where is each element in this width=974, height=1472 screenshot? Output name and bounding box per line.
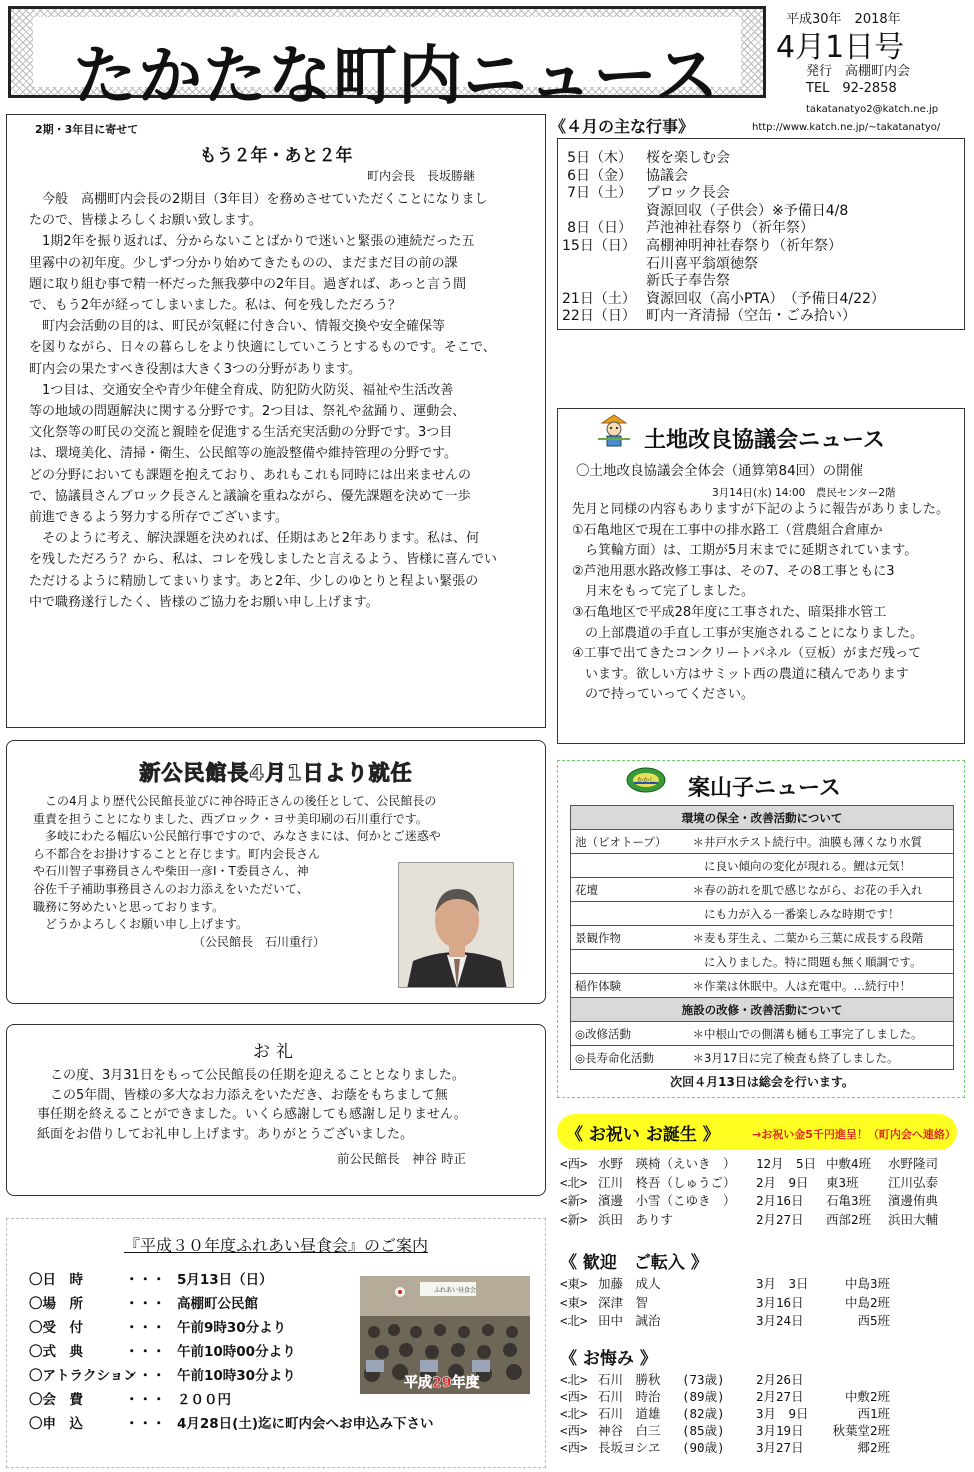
website-url[interactable]: http://www.katch.ne.jp/~takatanatyo/ — [752, 122, 941, 133]
event-date: 7日（土） — [567, 185, 632, 202]
lunch-label: 〇場 所 — [29, 1296, 83, 1312]
kakashi-detail: ＊麦も芽生え、二葉から三葉に成長する段階 — [689, 926, 954, 950]
event-date: 5日（木） — [567, 150, 632, 166]
welcome-date: 3月16日 — [756, 1294, 804, 1310]
new-chief-line: 職務に努めたいと思っております。 — [33, 899, 225, 914]
thanks-signature: 前公民館長 神谷 時正 — [337, 1151, 466, 1166]
lunch-dots: ・・・ — [125, 1416, 166, 1432]
portrait-photo — [398, 862, 514, 988]
welcome-date: 3月24日 — [756, 1313, 804, 1328]
land-line: 月末をもって完了しました。 — [572, 584, 755, 600]
condolence-group: 西1班 — [857, 1406, 890, 1421]
lunch-dots: ・・・ — [125, 1368, 166, 1384]
birth-parent: 水野隆司 — [888, 1156, 939, 1171]
condolence-age: (82歳) — [682, 1406, 725, 1421]
event-name: 町内一斉清掃（空缶・ごみ拾い） — [646, 308, 856, 325]
birth-name: 江川 柊吾（しゅうご） — [598, 1174, 736, 1190]
greeting-line: そのように考え、解決課題を決めれば、任期はあと2年あります。私は、何 — [29, 531, 480, 547]
lunch-value: 4月28日(土)迄に町内会へお申込み下さい — [177, 1416, 434, 1432]
birth-parent: 江川弘泰 — [888, 1174, 939, 1190]
kakashi-row — [571, 854, 954, 878]
kakashi-row — [571, 902, 954, 926]
lunch-dots: ・・・ — [125, 1296, 166, 1312]
kakashi-row — [571, 950, 954, 974]
kakashi-section-header: 環境の保全・改善活動について — [571, 806, 954, 830]
publisher: 発行 高棚町内会 — [806, 64, 911, 79]
condolence-age: (90歳) — [682, 1440, 725, 1455]
lunch-photo-banner: ふれあい昼食会 — [434, 1287, 477, 1294]
condolence-name: 石川 道雄 — [598, 1406, 661, 1421]
birth-date: 2月16日 — [756, 1193, 804, 1208]
birth-name: 水野 瑛椅（えいき ） — [598, 1156, 736, 1171]
greeting-line: 1つ目は、交通安全や青少年健全育成、防犯防火防災、福祉や生活改善 — [29, 382, 454, 398]
new-chief-line: や石川智子事務員さんや柴田一彦I・T委員さん、神 — [33, 864, 309, 879]
lunch-dots: ・・・ — [125, 1344, 166, 1360]
condolence-block: <西> — [560, 1440, 588, 1455]
birth-parent: 浜田大輔 — [888, 1211, 939, 1227]
event-name: 芦池神社春祭り（祈年祭） — [646, 220, 814, 237]
greeting-line: ただけるように精励してまいります。あと2年、少しのゆとりと程よい緊張の — [29, 573, 479, 589]
land-line: います。欲しい方はサミット西の農道に積んであります — [572, 666, 909, 682]
greeting-line: で、協議員さんブロック長さんと議論を重ねながら、優先課題を決めて一歩 — [29, 488, 471, 504]
newsletter-title: たかたな町内ニュース — [73, 40, 720, 114]
condolence-name: 神谷 白三 — [598, 1423, 661, 1438]
birth-title: 《 お祝い お誕生 》 — [566, 1125, 720, 1145]
condolence-date: 2月27日 — [756, 1389, 804, 1404]
condolence-age: (73歳) — [682, 1372, 725, 1387]
lunch-dots: ・・・ — [125, 1320, 166, 1336]
scarecrow-mascot-icon — [596, 413, 632, 449]
event-name: 石川喜平翁頌徳祭 — [646, 255, 758, 272]
land-line: ③石亀地区で平成28年度に工事された、暗渠排水管工 — [572, 605, 887, 620]
lunch-title: 『平成３０年度ふれあい昼食会』のご案内 — [123, 1236, 428, 1255]
thanks-article — [6, 1024, 546, 1196]
kakashi-detail: に入りました。特に問題も無く順調です。 — [689, 950, 954, 974]
land-line: ①石亀地区で現在工事中の排水路工（営農組合倉庫か — [572, 522, 883, 538]
greeting-article — [6, 114, 546, 728]
new-chief-line: 重責を担うことになりました、西ブロック・ヨサ美印刷の石川重行です。 — [33, 811, 428, 826]
birth-block: <新> — [560, 1211, 588, 1227]
lunch-value: ２００円 — [177, 1392, 231, 1408]
lunch-dots: ・・・ — [125, 1392, 166, 1408]
event-name: 資源回収（子供会）※予備日4/8 — [646, 202, 849, 219]
land-improvement-box — [557, 408, 965, 744]
greeting-line: は、環境美化、清掃・衛生、公民館等の施設整備や維持管理の分野です。 — [29, 446, 457, 462]
condolence-block: <西> — [560, 1423, 588, 1438]
lunch-value: 午前10時30分より — [177, 1368, 296, 1384]
welcome-group: 中島2班 — [844, 1294, 890, 1310]
kakashi-detail: ＊春の訪れを肌で感じながら、お花の手入れ — [689, 878, 954, 902]
condolence-group: 中敷2班 — [844, 1389, 890, 1404]
greeting-line: 題に取り組む事で精一杯だった無我夢中の2年目。過ぎれば、あっと言う間 — [29, 276, 467, 292]
greeting-line: 文化祭等の町民の交流と親睦を促進する生活充実活動の分野です。3つ目 — [29, 425, 453, 441]
birth-group: 石亀3班 — [826, 1193, 872, 1208]
land-line: ②芦池用悪水路改修工事は、その7、その8工事ともに3 — [572, 563, 895, 579]
greeting-line: 里霧中の初年度。少しずつ分かり始めてきたものの、まだまだ目の前の課 — [29, 255, 458, 271]
new-chief-line: 多岐にわたる幅広い公民館行事ですので、みなさまには、何かとご迷惑や — [33, 829, 441, 844]
event-name: ブロック長会 — [646, 185, 730, 202]
kakashi-row — [571, 1022, 954, 1046]
phone-number: TEL 92-2858 — [806, 81, 897, 96]
welcome-block: <東> — [560, 1294, 588, 1310]
birth-block: <北> — [560, 1174, 588, 1190]
event-name: 高棚神明神社春祭り（祈年祭） — [646, 238, 842, 254]
welcome-name: 加藤 成人 — [598, 1276, 661, 1291]
welcome-block: <東> — [560, 1276, 588, 1291]
kakashi-row — [571, 926, 954, 950]
greeting-line: を図りながら、日々の暮らしをより快適にしていこうとするものです。そこで、 — [29, 340, 496, 356]
event-date: 6日（金） — [567, 167, 632, 184]
kakashi-section-header: 施設の改修・改善活動について — [571, 998, 954, 1022]
condolence-block: <西> — [560, 1389, 588, 1404]
greeting-line: 前進できるよう努力する所存でございます。 — [29, 510, 288, 525]
email-address[interactable]: takatanatyo2@katch.ne.jp — [806, 104, 939, 115]
event-date: 21日（土） — [562, 290, 636, 307]
kakashi-table — [570, 805, 954, 1094]
events-title: 《４月の主な行事》 — [550, 117, 695, 136]
kakashi-logo-text: かかし — [636, 777, 655, 784]
birth-name: 濱邊 小雪（こゆき ） — [598, 1193, 736, 1208]
masthead-banner — [8, 6, 766, 114]
lunch-dots: ・・・ — [125, 1272, 166, 1288]
event-name: 新氏子奉告祭 — [646, 273, 730, 290]
land-line: ら箕輪方面）は、工期が5月末までに延期されています。 — [572, 543, 918, 559]
kakashi-category: 稲作体験 — [571, 974, 689, 998]
new-chief-line: ら不都合をお掛けすることと存じます。町内会長さん — [33, 846, 321, 861]
thanks-line: 紙面をお借りしてお礼申し上げます。ありがとうございました。 — [37, 1126, 413, 1142]
kakashi-footer-row — [571, 1070, 954, 1094]
greeting-line: 町内会活動の目的は、町民が気軽に付き合い、情報交換や安全確保等 — [29, 319, 446, 335]
thanks-title: お礼 — [253, 1042, 299, 1062]
event-date: 22日（日） — [562, 308, 636, 325]
lunch-label: 〇日 時 — [29, 1272, 83, 1288]
lunch-photo-caption: 平成29年度 — [404, 1375, 480, 1391]
condolence-title: 《 お悔み 》 — [560, 1349, 657, 1369]
condolence-name: 石川 時治 — [598, 1389, 661, 1404]
lunch-value: 5月13日（日） — [177, 1272, 273, 1288]
land-title: 土地改良協議会ニュース — [644, 428, 885, 453]
kakashi-row — [571, 830, 954, 854]
new-chief-line: どうかよろしくお願い申し上げます。 — [33, 917, 249, 932]
birth-name: 浜田 ありす — [598, 1211, 674, 1227]
issue-era: 平成30年 2018年 — [786, 12, 901, 27]
birth-date: 12月 5日 — [756, 1156, 817, 1171]
condolence-date: 3月19日 — [756, 1423, 804, 1438]
lunch-value: 午前10時00分より — [177, 1344, 296, 1360]
welcome-date: 3月 3日 — [756, 1276, 809, 1291]
land-line: ④工事で出てきたコンクリートパネル（豆板）がまだ残って — [572, 646, 922, 662]
condolence-block: <北> — [560, 1372, 588, 1387]
greeting-title: もう２年・あと２年 — [199, 146, 353, 166]
birth-block: <西> — [560, 1156, 588, 1171]
thanks-line: この度、3月31日をもって公民館長の任期を迎えることとなりました。 — [37, 1068, 465, 1083]
condolence-group: 郷2班 — [857, 1440, 890, 1455]
greeting-author: 町内会長 長坂勝継 — [367, 169, 476, 183]
land-subtitle: 〇土地改良協議会全体会（通算第84回）の開催 — [576, 463, 864, 479]
event-date: 15日（日） — [562, 238, 636, 254]
kakashi-category: ◎改修活動 — [571, 1022, 689, 1046]
greeting-line: 今般 高棚町内会長の2期目（3年目）を務めさせていただくことになりまし — [29, 192, 488, 207]
greeting-line: を残しただろう？から、私は、コレを残しましたと言えるよう、皆様に喜んでい — [29, 552, 498, 568]
new-chief-title: 新公民館長4月1日より就任 — [139, 761, 413, 785]
lunch-label: 〇会 費 — [29, 1392, 83, 1408]
event-name: 資源回収（高小PTA） （予備日4/22） — [646, 290, 885, 307]
condolence-age: (89歳) — [682, 1389, 725, 1404]
condolence-name: 石川 勝秋 — [598, 1372, 661, 1387]
birth-parent: 濱邊侑典 — [888, 1193, 939, 1208]
kakashi-detail: ＊作業は休眠中。人は充電中。…続行中！ — [689, 974, 954, 998]
thanks-line: 事任期を終えることができました。いくら感謝しても感謝し足りません。 — [37, 1107, 467, 1122]
event-date: 8日（日） — [567, 220, 632, 237]
kakashi-category: 池（ビオトープ） — [571, 830, 689, 854]
condolence-name: 長坂ヨシヱ — [598, 1440, 661, 1455]
lunch-label: 〇アトラクション — [29, 1368, 137, 1384]
event-name: 協議会 — [646, 167, 688, 184]
welcome-title: 《 歓迎 ご転入 》 — [560, 1253, 708, 1273]
greeting-line: どの分野においても課題を抱えており、あれもこれも同時には出来ませんの — [29, 467, 472, 483]
birth-group: 中敷4班 — [826, 1156, 872, 1171]
new-chief-signature: （公民館長 石川重行） — [193, 935, 326, 949]
condolence-block: <北> — [560, 1406, 588, 1421]
welcome-name: 深津 智 — [598, 1294, 649, 1310]
birth-block: <新> — [560, 1193, 588, 1208]
birth-group: 西部2班 — [826, 1211, 872, 1227]
event-name: 桜を楽しむ会 — [646, 150, 730, 166]
greeting-kicker: 2期・3年目に寄せて — [35, 123, 139, 136]
kakashi-footer: 次回４月13日は総会を行います。 — [670, 1075, 854, 1090]
birth-group: 東3班 — [826, 1174, 859, 1190]
kakashi-news-box — [557, 760, 965, 1098]
kakashi-detail: ＊3月17日に完了検査も終了しました。 — [689, 1046, 954, 1070]
condolence-date: 3月 9日 — [756, 1406, 809, 1421]
condolence-group: 秋葉堂2班 — [832, 1423, 890, 1438]
lunch-label: 〇申 込 — [29, 1416, 83, 1432]
thanks-line: この5年間、皆様の多大なお力添えをいただき、お蔭をもちまして無 — [37, 1087, 448, 1103]
events-box — [557, 138, 965, 330]
land-line: の上部農道の手直し工事が実施されることになりました。 — [572, 625, 924, 641]
welcome-group: 中島3班 — [844, 1276, 890, 1291]
greeting-line: 中で職務遂行したく、皆様のご協力をお願い申し上げます。 — [29, 594, 379, 610]
kakashi-section-row — [571, 998, 954, 1022]
kakashi-detail: にも力が入る一番楽しみな時期です！ — [689, 902, 954, 926]
kakashi-section-row — [571, 806, 954, 830]
greeting-line: 等の地域の問題解決に関する分野です。2つ目は、祭礼や盆踊り、運動会、 — [29, 404, 466, 419]
welcome-name: 田中 誠治 — [598, 1313, 661, 1328]
new-chief-line: 谷佐千子補助事務員さんのお力添えをいただいて、 — [33, 882, 309, 896]
lunch-value: 午前9時30分より — [177, 1320, 287, 1336]
welcome-group: 西5班 — [857, 1313, 890, 1328]
lunch-label: 〇受 付 — [29, 1320, 83, 1336]
kakashi-row — [571, 878, 954, 902]
kakashi-detail: ＊中根山での側溝も樋も工事完了しました。 — [689, 1022, 954, 1046]
land-line: ので持っていってください。 — [572, 687, 755, 703]
kakashi-category: 景観作物 — [571, 926, 689, 950]
lunch-label: 〇式 典 — [29, 1344, 83, 1360]
condolence-date: 3月27日 — [756, 1440, 804, 1455]
greeting-line: たので、皆様よろしくお願い致します。 — [29, 213, 262, 229]
kakashi-category — [571, 902, 689, 926]
kakashi-row — [571, 974, 954, 998]
new-chief-line: この4月より歴代公民館長並びに神谷時正さんの後任として、公民館長の — [33, 794, 437, 808]
lunch-photo — [360, 1276, 530, 1394]
kakashi-category: ◎長寿命化活動 — [571, 1046, 689, 1070]
kakashi-title: 案山子ニュース — [688, 776, 841, 801]
lunch-value: 高棚町公民館 — [177, 1296, 258, 1312]
condolence-age: (85歳) — [682, 1423, 725, 1438]
kakashi-row — [571, 1046, 954, 1070]
greeting-line: 1期2年を振り返れば、分からないことばかりで迷いと緊張の連続だった五 — [29, 234, 475, 250]
kakashi-category — [571, 854, 689, 878]
issue-date: 4月1日号 — [776, 30, 905, 65]
kakashi-category — [571, 950, 689, 974]
greeting-line: 町内会の果たすべき役割は大きく3つの分野があります。 — [29, 361, 361, 377]
birth-date: 2月 9日 — [756, 1174, 809, 1190]
greeting-line: で、もう2年が経ってしまいました。私は、何を残しただろう？ — [29, 298, 402, 313]
kakashi-detail: ＊井戸水テスト続行中。油膜も薄くなり水質 — [689, 830, 954, 854]
kakashi-category: 花壇 — [571, 878, 689, 902]
birth-date: 2月27日 — [756, 1211, 804, 1227]
birth-note: →お祝い金5千円進呈！（町内会へ連絡） — [752, 1128, 956, 1141]
land-line: 先月と同様の内容もありますが下記のように報告がありました。 — [572, 502, 950, 517]
welcome-block: <北> — [560, 1313, 588, 1328]
kakashi-detail: に良い傾向の変化が現れる。鯉は元気！ — [689, 854, 954, 878]
condolence-date: 2月26日 — [756, 1372, 804, 1387]
land-meeting-info: 3月14日(水) 14:00 農民センター2階 — [712, 487, 896, 499]
